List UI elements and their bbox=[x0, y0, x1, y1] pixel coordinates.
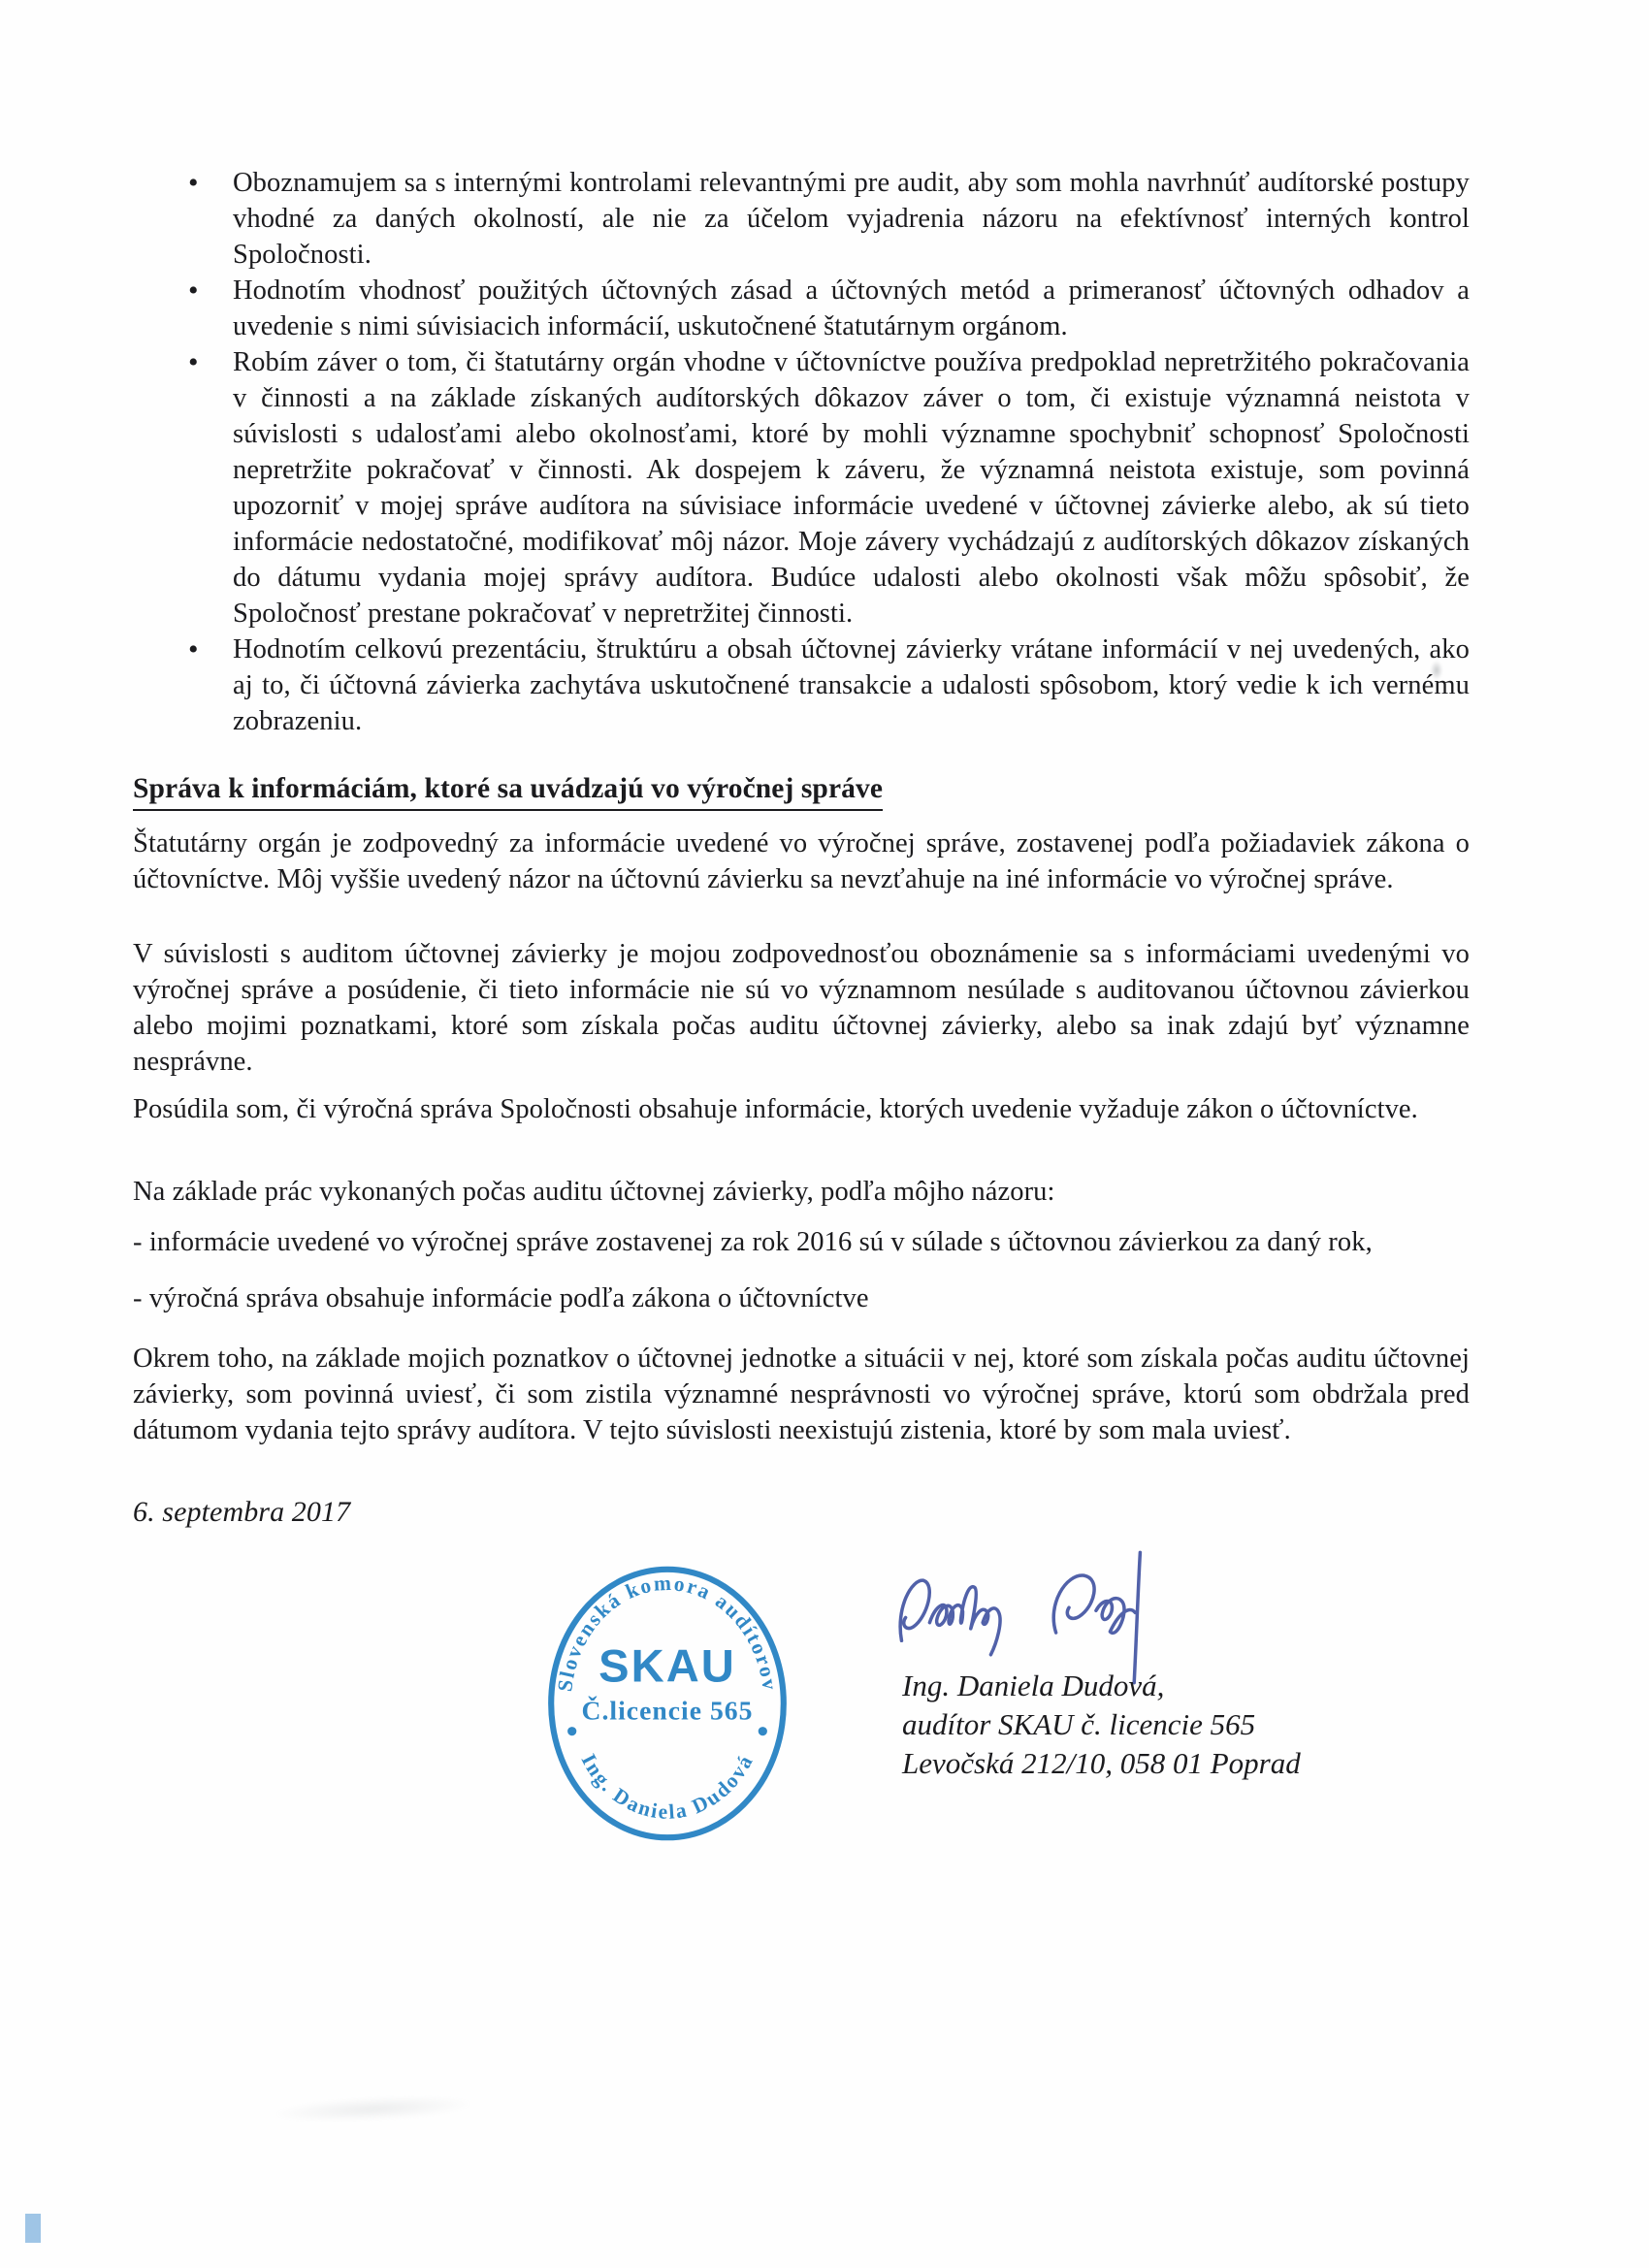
section-heading: Správa k informáciám, ktoré sa uvádzajú vo výročnej správe bbox=[133, 771, 1470, 811]
signatory-title: audítor SKAU č. licencie 565 bbox=[902, 1707, 1256, 1741]
scan-speck-artifact bbox=[1430, 660, 1443, 681]
bullet-item bbox=[133, 273, 1470, 344]
stamp-licence-number: Č.licencie 565 bbox=[581, 1695, 754, 1726]
stamp-arc-top-text: Slovenská komora audítorov bbox=[553, 1571, 782, 1694]
signatory-name: Ing. Daniela Dudová, bbox=[902, 1669, 1165, 1702]
closing-paragraph: Okrem toho, na základe mojich poznatkov o účtovnej jednotke a situácii v nej, ktoré som získala počas auditu účtovnej závierky, som povinná uviesť, či som zistila významné nesprávnosti vo výročnej správe, ktorú som obdržala pred dátumom vydania tejto správy audítora. V tejto súvislosti neexistujú zistenia, ktoré by som mala uviesť. bbox=[133, 1344, 1470, 1445]
stamp-center-abbreviation: SKAU bbox=[598, 1639, 736, 1692]
bullet-text: Robím záver o tom, či štatutárny orgán vhodne v účtovníctve používa predpoklad nepretržitého pokračovania v činnosti a na základe získaných audítorských dôkazov záver o tom, či existuje významná neistota v súvislosti s udalosťami alebo okolnosťami, ktoré by mohli významne spochybniť schopnosť Spoločnosti nepretržite pokračovať v činnosti. Ak dospejem k záveru, že významná neistota existuje, som povinná upozorniť v mojej správe audítora na súvisiace informácie uvedené v účtovnej závierke alebo, ak sú tieto informácie nedostatočné, modifikovať môj názor. Moje závery vychádzajú z audítorských dôkazov získaných do dátumu vydania mojej správy audítora. Budúce udalosti alebo okolnosti však môžu spôsobiť, že Spoločnosť prestane pokračovať v nepretržitej činnosti. bbox=[233, 347, 1470, 629]
auditor-stamp bbox=[543, 1562, 792, 1845]
stamp-right-dot bbox=[759, 1727, 767, 1735]
paragraph: Štatutárny orgán je zodpovedný za informácie uvedené vo výročnej správe, zostavenej podľa požiadaviek zákona o účtovníctve. Môj vyššie uvedený názor na účtovnú závierku sa nevzťahuje na iné informácie vo výročnej správe. bbox=[133, 828, 1470, 894]
stamp-arc-bottom-text: Ing. Daniela Dudová bbox=[576, 1750, 759, 1824]
bullet-item bbox=[133, 632, 1470, 739]
bullet-text: Hodnotím celkovú prezentáciu, štruktúru a obsah účtovnej závierky vrátane informácií v nej uvedených, ako aj to, či účtovná závierka zachytáva uskutočnené transakcie a udalosti spôsobom, ktorý vedie k ich vernému zobrazeniu. bbox=[233, 634, 1470, 736]
bullet-item bbox=[133, 165, 1470, 273]
scan-smudge-artifact bbox=[272, 2092, 476, 2126]
signatory-address: Levočská 212/10, 058 01 Poprad bbox=[902, 1746, 1301, 1780]
bullet-text: Hodnotím vhodnosť použitých účtovných zásad a účtovných metód a primeranosť účtovných odhadov a uvedenie s nimi súvisiacich informácií, uskutočnené štatutárnym orgánom. bbox=[233, 275, 1470, 341]
signatory-block bbox=[902, 1667, 1301, 1783]
bullet-text: Oboznamujem sa s internými kontrolami relevantnými pre audit, aby som mohla navrhnúť audítorské postupy vhodné za daných okolností, ale nie za účelom vyjadrenia názoru na efektívnosť interných kontrol Spoločnosti. bbox=[233, 168, 1470, 270]
paragraph: V súvislosti s auditom účtovnej závierky je mojou zodpovednosťou oboznámenie sa s informáciami uvedenými vo výročnej správe a posúdenie, či tieto informácie nie sú vo významnom nesúlade s auditovanou účtovnou závierkou alebo mojimi poznatkami, ktoré som získala počas auditu účtovnej závierky, alebo sa inak zdajú byť významne nesprávne. bbox=[133, 939, 1470, 1077]
report-date: 6. septembra 2017 bbox=[133, 1496, 351, 1528]
paragraph: Na základe prác vykonaných počas auditu účtovnej závierky, podľa môjho názoru: bbox=[133, 1177, 1055, 1207]
stamp-left-dot bbox=[567, 1727, 576, 1735]
paragraph: Posúdila som, či výročná správa Spoločnosti obsahuje informácie, ktorých uvedenie vyžaduje zákon o účtovníctve. bbox=[133, 1094, 1418, 1124]
finding-line: - informácie uvedené vo výročnej správe zostavenej za rok 2016 sú v súlade s účtovnou závierkou za daný rok, bbox=[133, 1227, 1373, 1257]
bullet-list bbox=[133, 165, 1470, 739]
audit-responsibilities-section bbox=[133, 165, 1470, 739]
finding-line: - výročná správa obsahuje informácie podľa zákona o účtovníctve bbox=[133, 1283, 869, 1313]
scan-corner-mark-artifact bbox=[25, 2214, 41, 2243]
bullet-item bbox=[133, 344, 1470, 632]
